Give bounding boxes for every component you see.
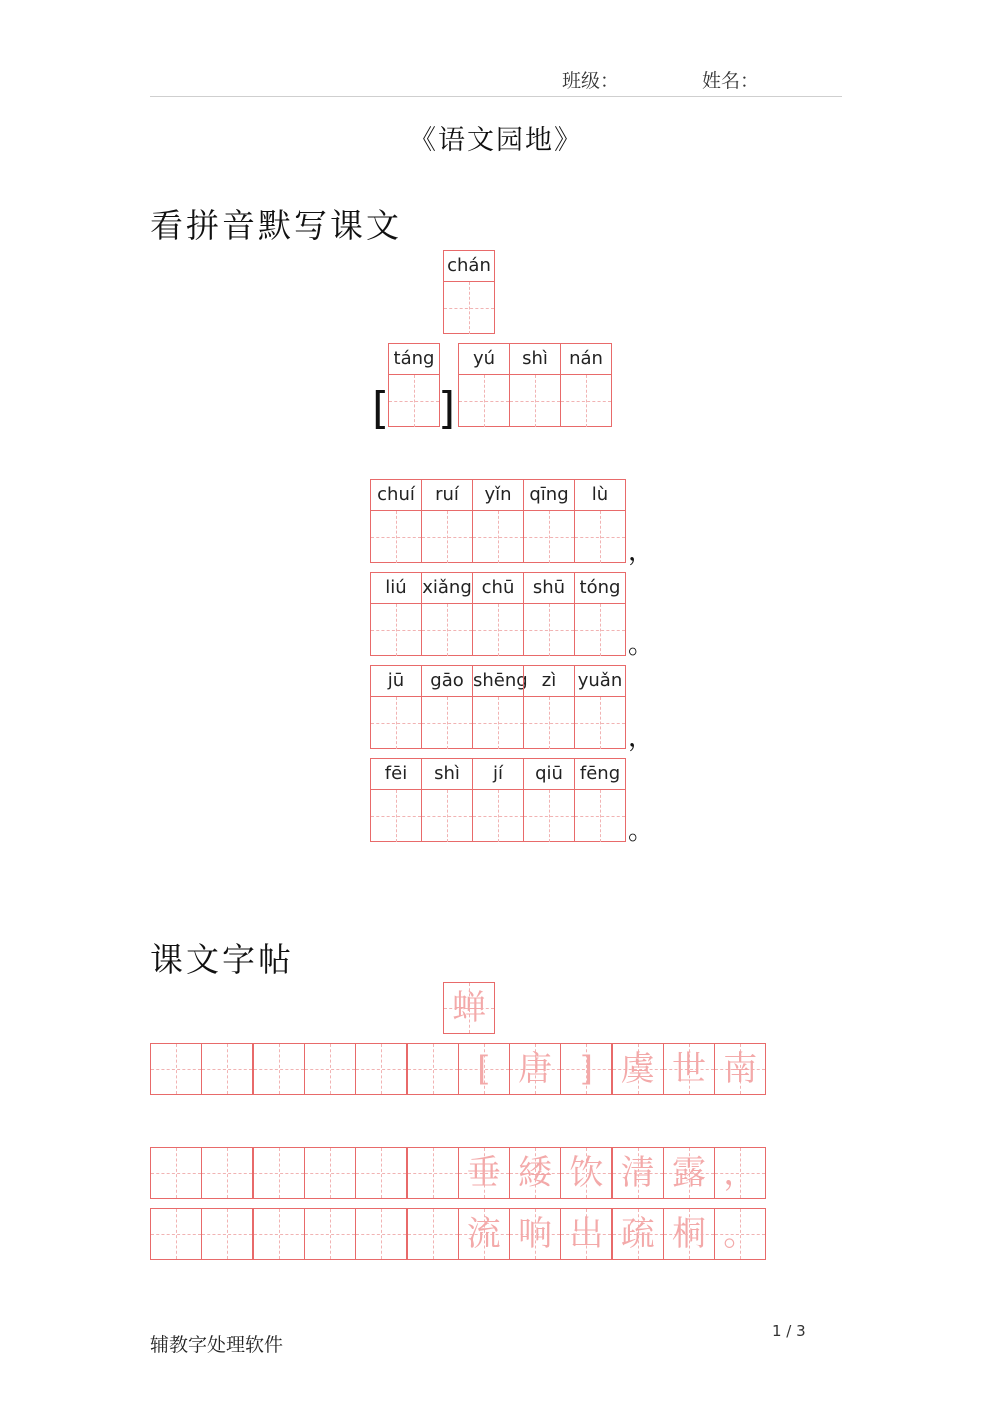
writing-grid	[371, 604, 421, 656]
trace-character: 露	[672, 1153, 706, 1193]
trace-character: 世	[672, 1049, 706, 1089]
copybook-cell	[201, 1043, 253, 1095]
line-punctuation: 。	[628, 816, 655, 846]
grid-guide-vertical	[549, 511, 550, 563]
class-label: 班级：	[562, 70, 620, 92]
pinyin-writing-cell	[370, 665, 422, 749]
copybook-cell	[458, 1147, 510, 1199]
pinyin-writing-cell	[523, 758, 575, 842]
grid-guide-vertical	[600, 511, 601, 563]
writing-grid	[473, 511, 523, 563]
grid-guide-vertical	[433, 1209, 434, 1259]
copybook-cell	[355, 1043, 407, 1095]
document-title: 《语文园地》	[409, 125, 583, 156]
pinyin-label: gāo	[422, 666, 472, 697]
line-punctuation: ，	[628, 723, 655, 753]
writing-grid	[305, 1209, 355, 1259]
grid-guide-vertical	[381, 1209, 382, 1259]
pinyin-label: xiǎng	[422, 573, 472, 604]
grid-guide-vertical	[381, 1148, 382, 1198]
grid-guide-vertical	[549, 697, 550, 749]
writing-grid	[202, 1148, 252, 1198]
copybook-cell	[560, 1043, 612, 1095]
writing-grid	[473, 604, 523, 656]
grid-guide-vertical	[227, 1209, 228, 1259]
grid-guide-vertical	[549, 790, 550, 842]
writing-grid	[422, 511, 472, 563]
header-divider	[150, 96, 842, 97]
copybook-cell	[560, 1208, 612, 1260]
copybook-cell	[458, 1043, 510, 1095]
section-title-copybook: 课文字帖	[150, 940, 294, 979]
pinyin-writing-cell	[523, 665, 575, 749]
copybook-cell	[150, 1208, 202, 1260]
pinyin-label: lù	[575, 480, 625, 511]
footer-software-name: 辅教字处理软件	[150, 1334, 284, 1356]
copybook-cell	[509, 1043, 561, 1095]
pinyin-label: fēi	[371, 759, 421, 790]
grid-guide-vertical	[447, 604, 448, 656]
copybook-cell	[714, 1043, 766, 1095]
grid-guide-vertical	[396, 790, 397, 842]
pinyin-label: táng	[389, 344, 439, 375]
pinyin-writing-cell	[472, 572, 524, 656]
grid-guide-vertical	[279, 1044, 280, 1094]
copybook-cell	[663, 1147, 715, 1199]
writing-grid	[408, 1044, 458, 1094]
writing-grid	[575, 604, 625, 656]
pinyin-writing-cell	[509, 343, 561, 427]
grid-guide-vertical	[381, 1044, 382, 1094]
copybook-cell	[663, 1043, 715, 1095]
trace-character: 。	[723, 1214, 758, 1254]
grid-guide-vertical	[549, 604, 550, 656]
pinyin-label: chuí	[371, 480, 421, 511]
grid-guide-vertical	[227, 1044, 228, 1094]
trace-character: 唐	[518, 1049, 553, 1089]
grid-guide-vertical	[279, 1148, 280, 1198]
writing-grid	[473, 790, 523, 842]
pinyin-writing-cell	[472, 665, 528, 749]
writing-grid	[202, 1209, 252, 1259]
grid-guide-vertical	[176, 1044, 177, 1094]
grid-guide-vertical	[330, 1209, 331, 1259]
grid-guide-vertical	[447, 511, 448, 563]
pinyin-writing-cell	[370, 572, 422, 656]
trace-character: [	[477, 1049, 491, 1089]
writing-grid	[524, 511, 574, 563]
writing-grid	[473, 697, 523, 749]
copybook-cell	[714, 1208, 766, 1260]
pinyin-label: tóng	[575, 573, 625, 604]
grid-guide-vertical	[396, 604, 397, 656]
pinyin-writing-cell	[574, 572, 626, 656]
pinyin-writing-cell	[574, 479, 626, 563]
copybook-cell	[253, 1208, 305, 1260]
pinyin-writing-cell	[421, 665, 473, 749]
writing-grid	[305, 1148, 355, 1198]
trace-character: ]	[579, 1049, 594, 1089]
writing-grid	[202, 1044, 252, 1094]
grid-guide-vertical	[433, 1148, 434, 1198]
grid-guide-vertical	[498, 790, 499, 842]
pinyin-label: qiū	[524, 759, 574, 790]
copybook-cell	[509, 1208, 561, 1260]
writing-grid	[408, 1209, 458, 1259]
copybook-cell	[407, 1043, 459, 1095]
copybook-cell	[253, 1043, 305, 1095]
writing-grid	[356, 1148, 406, 1198]
copybook-cell	[150, 1147, 202, 1199]
copybook-cell	[304, 1208, 356, 1260]
grid-guide-vertical	[330, 1044, 331, 1094]
grid-guide-vertical	[279, 1209, 280, 1259]
grid-guide-vertical	[330, 1148, 331, 1198]
copybook-cell	[355, 1208, 407, 1260]
grid-guide-vertical	[469, 282, 470, 334]
writing-grid	[561, 375, 611, 427]
writing-grid	[459, 375, 509, 427]
writing-grid	[371, 790, 421, 842]
copybook-cell	[201, 1208, 253, 1260]
pinyin-label: liú	[371, 573, 421, 604]
trace-character: 南	[723, 1049, 758, 1089]
trace-character: 出	[569, 1214, 604, 1254]
writing-grid	[575, 697, 625, 749]
grid-guide-vertical	[600, 697, 601, 749]
grid-guide-vertical	[396, 697, 397, 749]
pinyin-writing-cell	[421, 758, 473, 842]
copybook-cell	[458, 1208, 510, 1260]
trace-character: 响	[518, 1214, 553, 1254]
pinyin-label: chū	[473, 573, 523, 604]
copybook-cell	[612, 1043, 664, 1095]
writing-grid	[305, 1044, 355, 1094]
writing-grid	[422, 790, 472, 842]
copybook-cell	[509, 1147, 561, 1199]
grid-guide-vertical	[414, 375, 415, 427]
copybook-cell	[253, 1147, 305, 1199]
trace-character: 桐	[672, 1214, 706, 1254]
pinyin-writing-cell	[388, 343, 440, 427]
trace-character: 疏	[620, 1214, 655, 1254]
pinyin-label: shì	[510, 344, 560, 375]
trace-character: ，	[723, 1153, 758, 1193]
writing-grid	[389, 375, 439, 427]
copybook-cell	[612, 1147, 664, 1199]
grid-guide-vertical	[535, 375, 536, 427]
grid-guide-vertical	[586, 375, 587, 427]
writing-grid	[575, 790, 625, 842]
grid-guide-vertical	[600, 790, 601, 842]
writing-grid	[422, 697, 472, 749]
copybook-cell	[407, 1147, 459, 1199]
section-title-dictation: 看拼音默写课文	[150, 206, 402, 245]
grid-guide-vertical	[447, 790, 448, 842]
writing-grid	[408, 1148, 458, 1198]
trace-character: 清	[620, 1153, 655, 1193]
grid-guide-vertical	[227, 1148, 228, 1198]
grid-guide-vertical	[176, 1148, 177, 1198]
writing-grid	[254, 1209, 304, 1259]
pinyin-writing-cell	[560, 343, 612, 427]
pinyin-writing-cell	[472, 758, 524, 842]
pinyin-label: yuǎn	[575, 666, 625, 697]
copybook-cell	[612, 1208, 664, 1260]
copybook-cell	[443, 982, 495, 1034]
trace-character: 虞	[620, 1049, 655, 1089]
trace-character: 饮	[569, 1153, 604, 1193]
writing-grid	[356, 1209, 406, 1259]
pinyin-writing-cell	[370, 479, 422, 563]
pinyin-writing-cell	[421, 479, 473, 563]
line-punctuation: 。	[628, 630, 655, 660]
pinyin-label: shì	[422, 759, 472, 790]
trace-character: 垂	[466, 1153, 501, 1193]
pinyin-writing-cell	[472, 479, 524, 563]
pinyin-label: qīng	[524, 480, 574, 511]
copybook-cell	[355, 1147, 407, 1199]
pinyin-label: fēng	[575, 759, 625, 790]
writing-grid	[151, 1044, 201, 1094]
writing-grid	[356, 1044, 406, 1094]
writing-grid	[371, 697, 421, 749]
pinyin-writing-cell	[443, 250, 495, 334]
writing-grid	[510, 375, 560, 427]
bracket-left: [	[372, 383, 390, 434]
writing-grid	[524, 604, 574, 656]
pinyin-label: yú	[459, 344, 509, 375]
pinyin-label: zì	[524, 666, 574, 697]
pinyin-label: jí	[473, 759, 523, 790]
copybook-cell	[560, 1147, 612, 1199]
trace-character: 流	[466, 1214, 501, 1254]
writing-grid	[254, 1044, 304, 1094]
copybook-cell	[304, 1043, 356, 1095]
pinyin-label: nán	[561, 344, 611, 375]
grid-guide-vertical	[498, 697, 499, 749]
grid-guide-vertical	[433, 1044, 434, 1094]
writing-grid	[524, 697, 574, 749]
pinyin-label: yǐn	[473, 480, 523, 511]
writing-grid	[151, 1209, 201, 1259]
grid-guide-vertical	[600, 604, 601, 656]
pinyin-label: shū	[524, 573, 574, 604]
trace-character: 緌	[518, 1153, 553, 1193]
writing-grid	[151, 1148, 201, 1198]
pinyin-writing-cell	[370, 758, 422, 842]
pinyin-label: shēng	[473, 666, 523, 697]
pinyin-writing-cell	[523, 572, 575, 656]
writing-grid	[524, 790, 574, 842]
name-label: 姓名：	[702, 70, 760, 92]
line-punctuation: ，	[628, 537, 655, 567]
writing-grid	[371, 511, 421, 563]
grid-guide-vertical	[498, 604, 499, 656]
writing-grid	[444, 282, 494, 334]
pinyin-label: ruí	[422, 480, 472, 511]
writing-grid	[254, 1148, 304, 1198]
pinyin-label: chán	[444, 251, 494, 282]
copybook-cell	[407, 1208, 459, 1260]
pinyin-writing-cell	[458, 343, 510, 427]
page-number: 1 / 3	[772, 1322, 806, 1340]
copybook-cell	[201, 1147, 253, 1199]
writing-grid	[575, 511, 625, 563]
pinyin-label: jū	[371, 666, 421, 697]
copybook-cell	[663, 1208, 715, 1260]
grid-guide-vertical	[484, 375, 485, 427]
copybook-cell	[714, 1147, 766, 1199]
grid-guide-vertical	[396, 511, 397, 563]
trace-character: 蝉	[452, 988, 486, 1028]
copybook-cell	[304, 1147, 356, 1199]
grid-guide-vertical	[447, 697, 448, 749]
copybook-cell	[150, 1043, 202, 1095]
pinyin-writing-cell	[523, 479, 575, 563]
pinyin-writing-cell	[574, 758, 626, 842]
grid-guide-vertical	[176, 1209, 177, 1259]
pinyin-writing-cell	[421, 572, 473, 656]
pinyin-writing-cell	[574, 665, 626, 749]
writing-grid	[422, 604, 472, 656]
grid-guide-vertical	[498, 511, 499, 563]
bracket-right: ]	[438, 383, 456, 434]
